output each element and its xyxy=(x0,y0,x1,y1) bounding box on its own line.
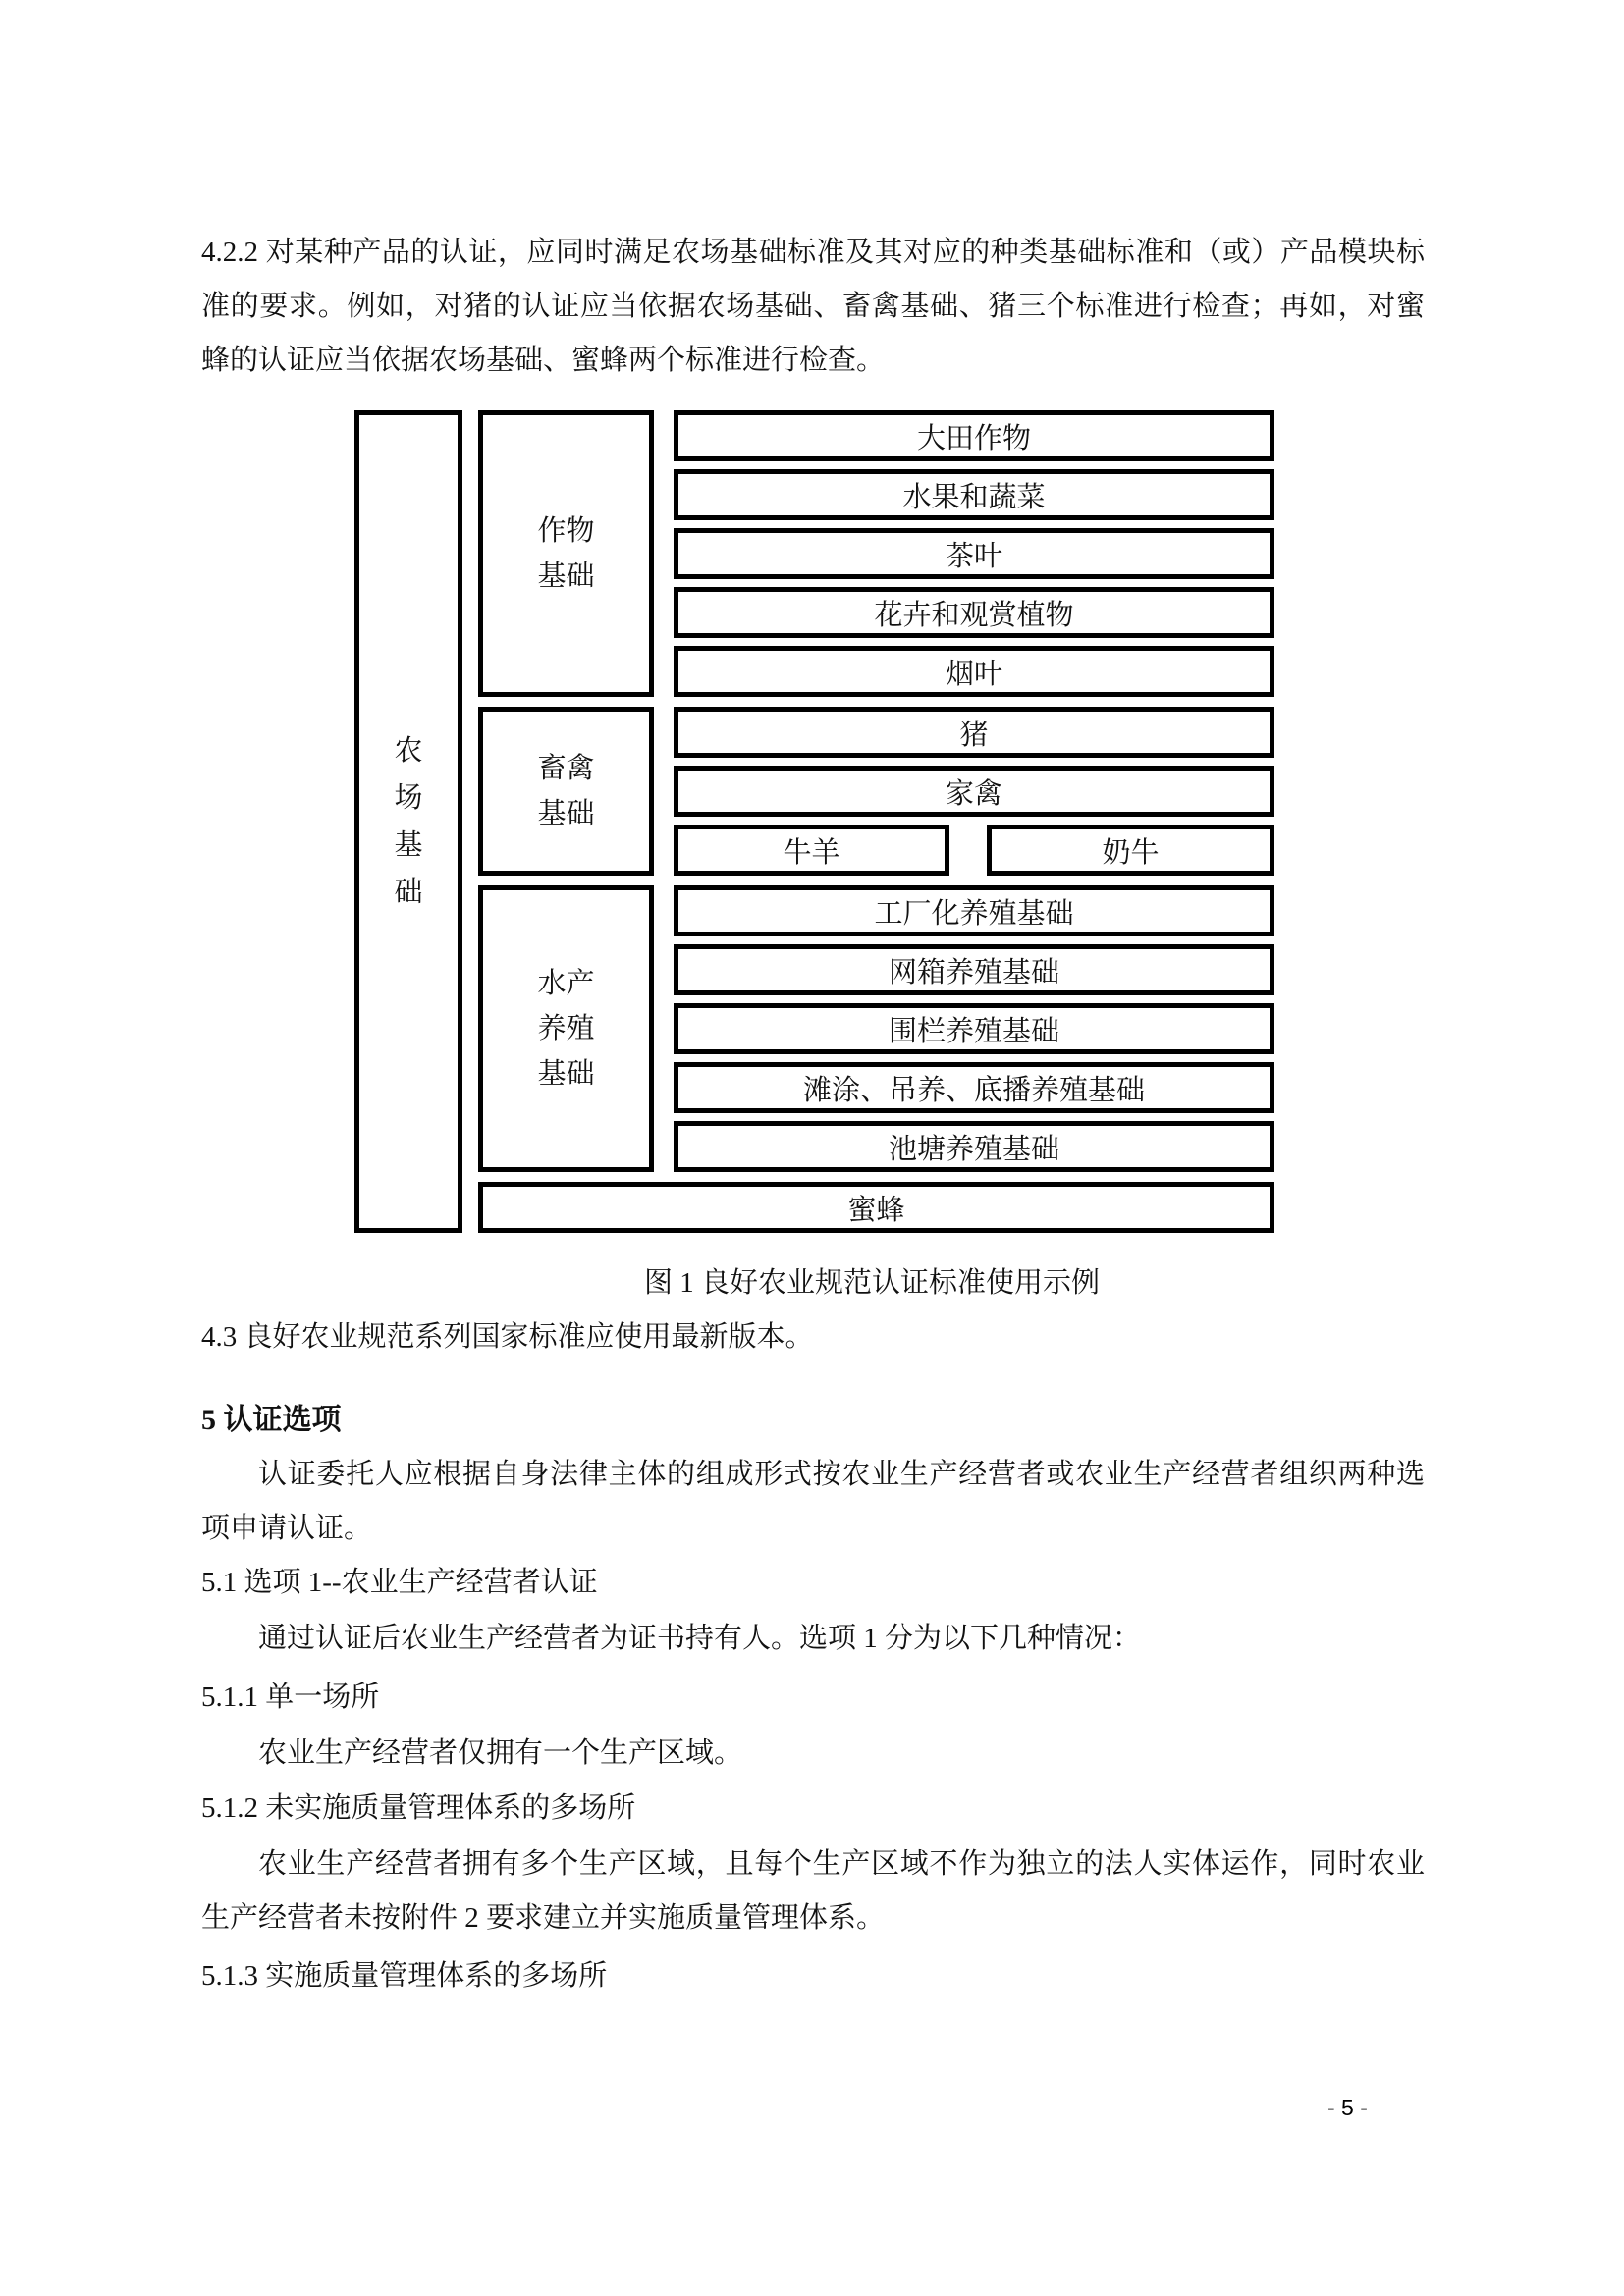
paragraph-5-1-2: 农业生产经营者拥有多个生产区域，且每个生产区域不作为独立的法人实体运作，同时农业生产经营者未按附件 2 要求建立并实施质量管理体系。 xyxy=(201,1848,1425,1934)
item-pig: 猪 xyxy=(674,707,1274,758)
aquaculture-base-label: 水产养殖基础 xyxy=(537,968,595,1090)
item-pen-farming: 围栏养殖基础 xyxy=(674,1003,1274,1054)
paragraph-5-1-1: 农业生产经营者仅拥有一个生产区域。 xyxy=(258,1737,743,1769)
item-poultry: 家禽 xyxy=(674,766,1274,817)
item-tidal-flat-farming: 滩涂、吊养、底播养殖基础 xyxy=(674,1062,1274,1113)
item-cattle-sheep: 牛羊 xyxy=(674,825,949,876)
aquaculture-items xyxy=(674,885,1274,1172)
item-tobacco: 烟叶 xyxy=(674,646,1274,697)
figure-caption: 图 1 良好农业规范认证标准使用示例 xyxy=(644,1267,1101,1299)
item-dairy-cow: 奶牛 xyxy=(987,825,1274,876)
item-flowers-ornamentals: 花卉和观赏植物 xyxy=(674,587,1274,638)
aquaculture-base-group xyxy=(478,885,1274,1172)
farm-base-label: 农场基础 xyxy=(394,735,423,908)
item-cage-farming: 网箱养殖基础 xyxy=(674,944,1274,995)
paragraph-4-2-2: 4.2.2 对某种产品的认证，应同时满足农场基础标准及其对应的种类基础标准和（或）产品模块标准的要求。例如，对猪的认证应当依据农场基础、畜禽基础、猪三个标准进行检查；再如，对蜜蜂的认证应当依据农场基础、蜜蜂两个标准进行检查。 xyxy=(201,237,1425,376)
heading-5-1-1: 5.1.1 单一场所 xyxy=(201,1682,380,1713)
heading-5: 5 认证选项 xyxy=(201,1404,342,1436)
cattle-dairy-row xyxy=(674,825,1274,876)
crop-base-group xyxy=(478,410,1274,697)
livestock-base-label: 畜禽基础 xyxy=(537,753,595,829)
heading-5-1-2: 5.1.2 未实施质量管理体系的多场所 xyxy=(201,1792,636,1824)
livestock-base-group xyxy=(478,707,1274,876)
crop-base-label: 作物基础 xyxy=(537,515,595,592)
heading-5-1: 5.1 选项 1--农业生产经营者认证 xyxy=(201,1567,598,1598)
item-pond-farming: 池塘养殖基础 xyxy=(674,1121,1274,1172)
item-fruit-vegetables: 水果和蔬菜 xyxy=(674,469,1274,520)
item-tea: 茶叶 xyxy=(674,528,1274,579)
crop-base-box xyxy=(478,410,654,697)
paragraph-5-intro: 认证委托人应根据自身法律主体的组成形式按农业生产经营者或农业生产经营者组织两种选项申请认证。 xyxy=(201,1459,1425,1544)
item-factory-farming: 工厂化养殖基础 xyxy=(674,885,1274,936)
paragraph-4-3: 4.3 良好农业规范系列国家标准应使用最新版本。 xyxy=(201,1321,814,1353)
item-field-crops: 大田作物 xyxy=(674,410,1274,461)
page-number: - 5 - xyxy=(1327,2095,1368,2120)
aquaculture-base-box xyxy=(478,885,654,1172)
figure-1-diagram xyxy=(354,410,1274,1233)
item-bee: 蜜蜂 xyxy=(478,1182,1274,1233)
crop-items xyxy=(674,410,1274,697)
figure-right-area xyxy=(478,410,1274,1233)
farm-base-box xyxy=(354,410,462,1233)
livestock-base-box xyxy=(478,707,654,876)
paragraph-5-1: 通过认证后农业生产经营者为证书持有人。选项 1 分为以下几种情况： xyxy=(258,1623,1142,1654)
livestock-items xyxy=(674,707,1274,876)
heading-5-1-3: 5.1.3 实施质量管理体系的多场所 xyxy=(201,1960,608,1992)
